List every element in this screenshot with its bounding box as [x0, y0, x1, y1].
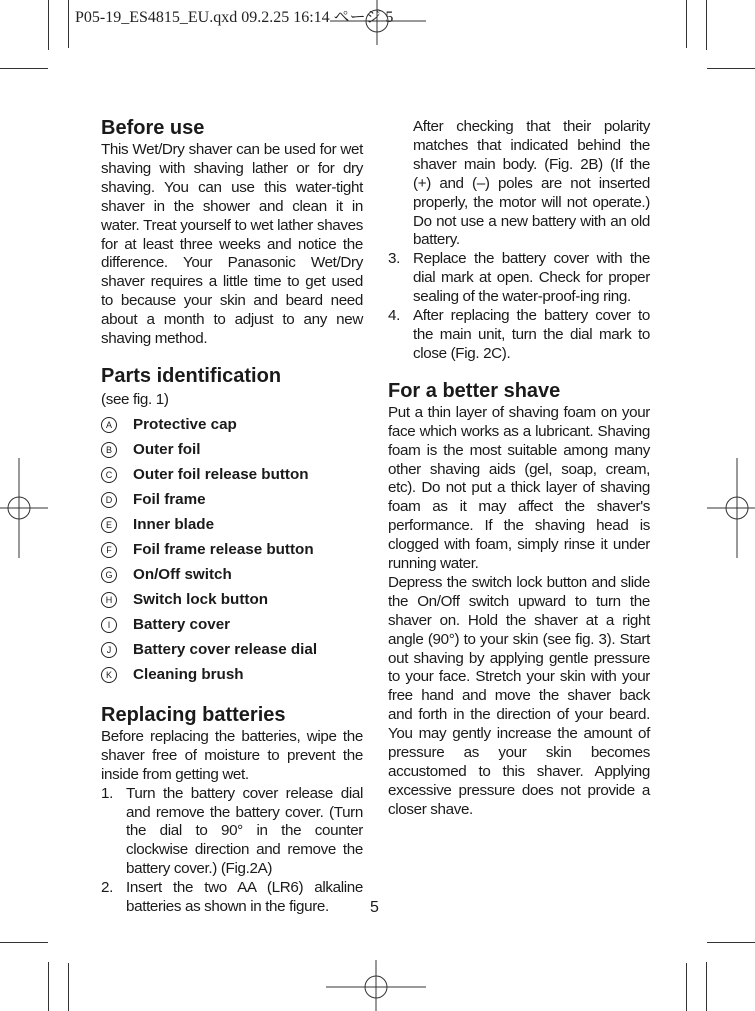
parts-list-item: [101, 413, 363, 438]
step-item: [388, 250, 650, 307]
letter-e-badge: E: [101, 517, 117, 533]
step-text: Insert the two AA (LR6) alkaline batteries as shown in the figure.: [126, 879, 363, 916]
registration-mark-left: [0, 458, 48, 558]
parts-list-item: [101, 663, 363, 688]
parts-list-item: [101, 538, 363, 563]
letter-b-badge: B: [101, 442, 117, 458]
registration-mark-top: [330, 0, 426, 48]
parts-heading: Parts identification: [101, 364, 282, 387]
letter-k-badge: K: [101, 667, 117, 683]
letter-d-badge: D: [101, 492, 117, 508]
step-2-continuation: After checking that their polarity matches that indicated behind the shaver main body. (Fig. 2B) (If the (+) and (–) poles are not inserted properly, the motor will not operate.) Do not use a new battery with an old battery.: [413, 118, 650, 249]
step-number: 1.: [101, 784, 113, 802]
step-number: 3.: [388, 250, 400, 268]
part-label: Foil frame: [133, 490, 206, 508]
registration-mark-right: [707, 458, 755, 558]
before-use-body: This Wet/Dry shaver can be used for wet shaving with shaving lather or for dry shaving. You can use this water-tight shaver in the shower and clean it in water. Treat yourself to wet lather shaves for at least three weeks and notice the difference. Your Panasonic Wet/Dry shaver requires a little time to get used to because your skin and beard need about a month to adjust to any new shaving method.: [101, 141, 363, 348]
parts-list-item: [101, 588, 363, 613]
letter-g-badge: G: [101, 567, 117, 583]
step-number: 4.: [388, 307, 400, 325]
print-slug: P05-19_ES4815_EU.qxd 09.2.25 16:14 ページ 5: [75, 9, 394, 26]
page-number: 5: [370, 899, 379, 916]
letter-a-badge: A: [101, 417, 117, 433]
letter-c-badge: C: [101, 467, 117, 483]
step-text: Turn the battery cover release dial and remove the battery cover. (Turn the dial to 90° in the counter clockwise direction and remove the battery cover.) (Fig.2A): [126, 784, 363, 878]
better-shave-heading: For a better shave: [388, 379, 561, 402]
parts-subheading: (see fig. 1): [101, 390, 169, 408]
letter-f-badge: F: [101, 542, 117, 558]
parts-list-item: [101, 488, 363, 513]
left-column: [101, 115, 363, 917]
parts-list-item: [101, 563, 363, 588]
part-label: Outer foil: [133, 440, 201, 458]
parts-list-item: [101, 438, 363, 463]
registration-mark-bottom: [326, 960, 426, 1011]
part-label: Protective cap: [133, 415, 237, 433]
right-column: [388, 118, 650, 820]
part-label: Battery cover release dial: [133, 640, 318, 658]
letter-j-badge: J: [101, 642, 117, 658]
part-label: Outer foil release button: [133, 465, 309, 483]
replacing-steps: [101, 785, 363, 917]
step-item: [101, 879, 363, 917]
parts-list-item: [101, 513, 363, 538]
step-item: [388, 307, 650, 364]
better-shave-body-2: Depress the switch lock button and slide the On/Off switch upward to turn the shaver on. Hold the shaver at a right angle (90°) to your skin (see fig. 3). Start out shaving by applying gentle pressure to your face. Stretch your skin with your free hand and move the shaver back and forth in the direction of your beard. You may gently increase the amount of pressure as your skin becomes accustomed to this shaver. Applying excessive pressure does not provide a closer shave.: [388, 573, 650, 818]
part-label: Foil frame release button: [133, 540, 314, 558]
better-shave-body-1: Put a thin layer of shaving foam on your face which works as a lubricant. Shaving foam is the most suitable among many other shaving aids (gel, soap, cream, etc). Do not put a thick layer of shaving foam as it may affect the shaver's performance. If the shaving head is clogged with foam, simply rinse it under running water.: [388, 403, 650, 573]
letter-h-badge: H: [101, 592, 117, 608]
step-number: 2.: [101, 879, 113, 897]
parts-list-item: [101, 463, 363, 488]
step-text: After replacing the battery cover to the main unit, turn the dial mark to close (Fig. 2C).: [413, 307, 650, 362]
replacing-steps-continued: [388, 250, 650, 363]
replacing-heading: Replacing batteries: [101, 703, 286, 726]
parts-list-item: [101, 638, 363, 663]
part-label: On/Off switch: [133, 565, 232, 583]
part-label: Battery cover: [133, 615, 231, 633]
parts-list-item: [101, 613, 363, 638]
part-label: Cleaning brush: [133, 665, 244, 683]
step-text: Replace the battery cover with the dial mark at open. Check for proper sealing of the water-proof-ing ring.: [413, 250, 650, 306]
part-label: Switch lock button: [133, 590, 268, 608]
part-label: Inner blade: [133, 515, 215, 533]
letter-i-badge: I: [101, 617, 117, 633]
replacing-intro: Before replacing the batteries, wipe the shaver free of moisture to prevent the inside from getting wet.: [101, 727, 363, 783]
before-use-heading: Before use: [101, 117, 205, 139]
step-item: [101, 785, 363, 880]
parts-list: [101, 413, 363, 688]
